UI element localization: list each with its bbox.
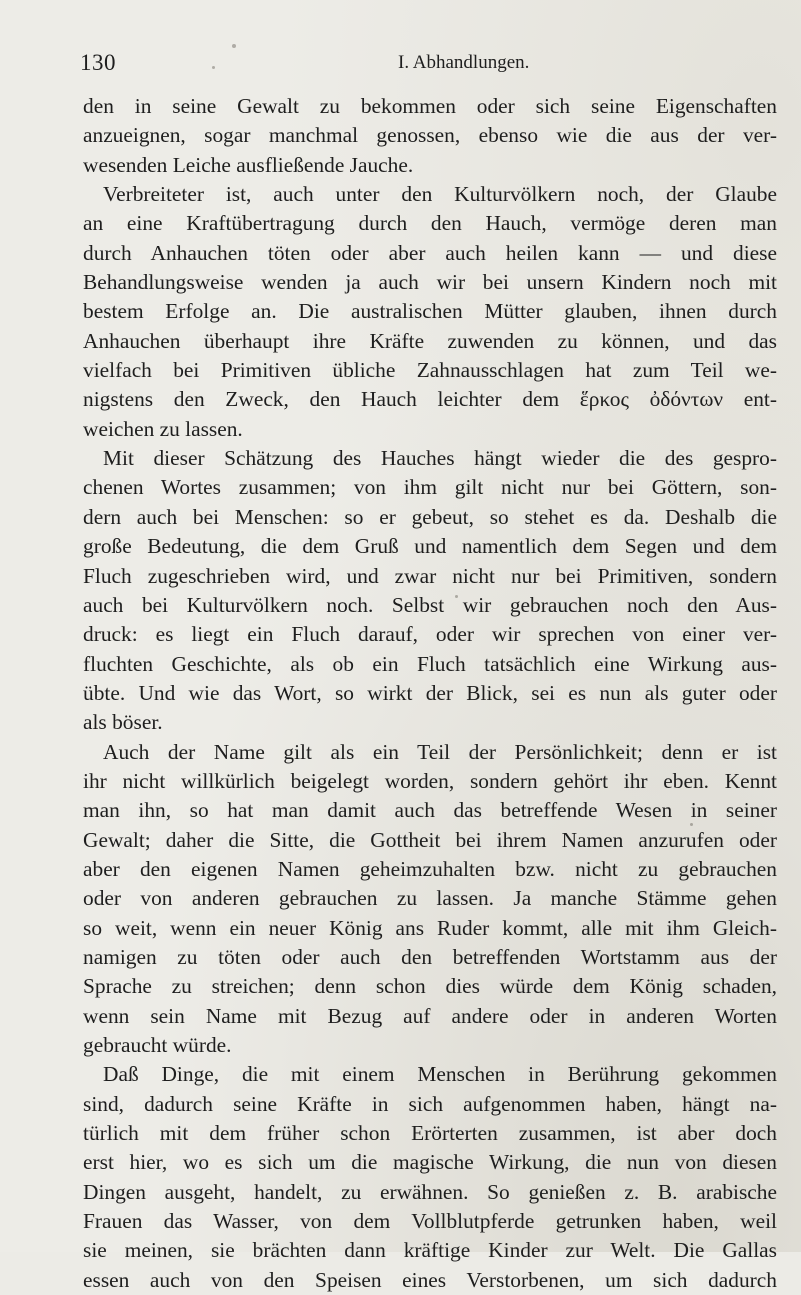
text-line: Mit dieser Schätzung des Hauches hängt wieder die des gespro-: [103, 446, 777, 471]
text-line: sind, dadurch seine Kräfte in sich aufgenommen haben, hängt na-: [83, 1091, 777, 1116]
text-line: Sprache zu streichen; denn schon dies würde dem König schaden,: [83, 974, 777, 999]
text-line: wenn sein Name mit Bezug auf andere oder in anderen Worten: [83, 1003, 777, 1028]
text-line: erst hier, wo es sich um die magische Wirkung, die nun von diesen: [83, 1150, 777, 1175]
text-line: Frauen das Wasser, von dem Vollblutpferde getrunken haben, weil: [83, 1209, 777, 1234]
text-line: fluchten Geschichte, als ob ein Fluch tatsächlich eine Wirkung aus-: [83, 651, 777, 676]
text-line: Daß Dinge, die mit einem Menschen in Berührung gekommen: [103, 1062, 777, 1087]
text-line: vielfach bei Primitiven übliche Zahnausschlagen hat zum Teil we-: [83, 358, 777, 383]
text-line: nigstens den Zweck, den Hauch leichter dem ἕρκος ὀδόντων ent-: [83, 387, 777, 412]
text-line: an eine Kraftübertragung durch den Hauch, vermöge deren man: [83, 211, 777, 236]
text-line: anzueignen, sogar manchmal genossen, ebenso wie die aus der ver-: [83, 123, 777, 148]
text-line: chenen Wortes zusammen; von ihm gilt nicht nur bei Göttern, son-: [83, 475, 777, 500]
paper-speck: [232, 44, 236, 48]
text-line: große Bedeutung, die dem Gruß und namentlich dem Segen und dem: [83, 534, 777, 559]
text-line: Behandlungsweise wenden ja auch wir bei unsern Kindern noch mit: [83, 270, 777, 295]
text-line: bestem Erfolge an. Die australischen Mütter glauben, ihnen durch: [83, 299, 777, 324]
text-line: so weit, wenn ein neuer König ans Ruder kommt, alle mit ihm Gleich-: [83, 915, 777, 940]
text-line: als böser.: [83, 710, 163, 735]
paper-speck: [212, 66, 215, 69]
text-line: sie meinen, sie brächten dann kräftige Kinder zur Welt. Die Gallas: [83, 1238, 777, 1263]
text-line: wesenden Leiche ausfließende Jauche.: [83, 152, 414, 177]
body-text: [83, 92, 777, 1295]
text-line: Auch der Name gilt als ein Teil der Persönlichkeit; denn er ist: [103, 739, 777, 764]
text-line: oder von anderen gebrauchen zu lassen. Ja manche Stämme gehen: [83, 886, 777, 911]
text-line: Anhauchen überhaupt ihre Kräfte zuwenden zu können, und das: [83, 328, 777, 353]
text-line: essen auch von den Speisen eines Verstorbenen, um sich dadurch: [83, 1267, 777, 1292]
text-line: ihr nicht willkürlich beigelegt worden, sondern gehört ihr eben. Kennt: [83, 768, 777, 793]
text-line: Fluch zugeschrieben wird, und zwar nicht nur bei Primitiven, sondern: [83, 563, 777, 588]
text-line: dern auch bei Menschen: so er gebeut, so stehet es da. Deshalb die: [83, 504, 777, 529]
text-line: namigen zu töten oder auch den betreffenden Wortstamm aus der: [83, 944, 777, 969]
running-head: I. Abhandlungen.: [398, 52, 530, 73]
text-line: den in seine Gewalt zu bekommen oder sich seine Eigenschaften: [83, 94, 777, 118]
page-number: 130: [80, 50, 116, 75]
text-line: auch bei Kulturvölkern noch. Selbst wir gebrauchen noch den Aus-: [83, 592, 777, 617]
text-line: Dingen ausgeht, handelt, zu erwähnen. So genießen z. B. arabische: [83, 1179, 777, 1204]
text-line: aber den eigenen Namen geheimzuhalten bzw. nicht zu gebrauchen: [83, 856, 777, 881]
paper-speck: [690, 823, 693, 826]
text-line: durch Anhauchen töten oder aber auch heilen kann — und diese: [83, 240, 777, 265]
text-line: übte. Und wie das Wort, so wirkt der Blick, sei es nun als guter oder: [83, 680, 777, 705]
page-header: [80, 48, 700, 84]
text-line: Gewalt; daher die Sitte, die Gottheit bei ihrem Namen anzurufen oder: [83, 827, 777, 852]
text-line: Verbreiteter ist, auch unter den Kulturvölkern noch, der Glaube: [103, 182, 777, 207]
text-line: türlich mit dem früher schon Erörterten zusammen, ist aber doch: [83, 1121, 777, 1146]
text-line: gebraucht würde.: [83, 1033, 232, 1057]
text-line: weichen zu lassen.: [83, 416, 243, 441]
text-line: man ihn, so hat man damit auch das betreffende Wesen in seiner: [83, 798, 777, 823]
paper-speck: [455, 595, 458, 598]
text-line: druck: es liegt ein Fluch darauf, oder wir sprechen von einer ver-: [83, 622, 777, 647]
